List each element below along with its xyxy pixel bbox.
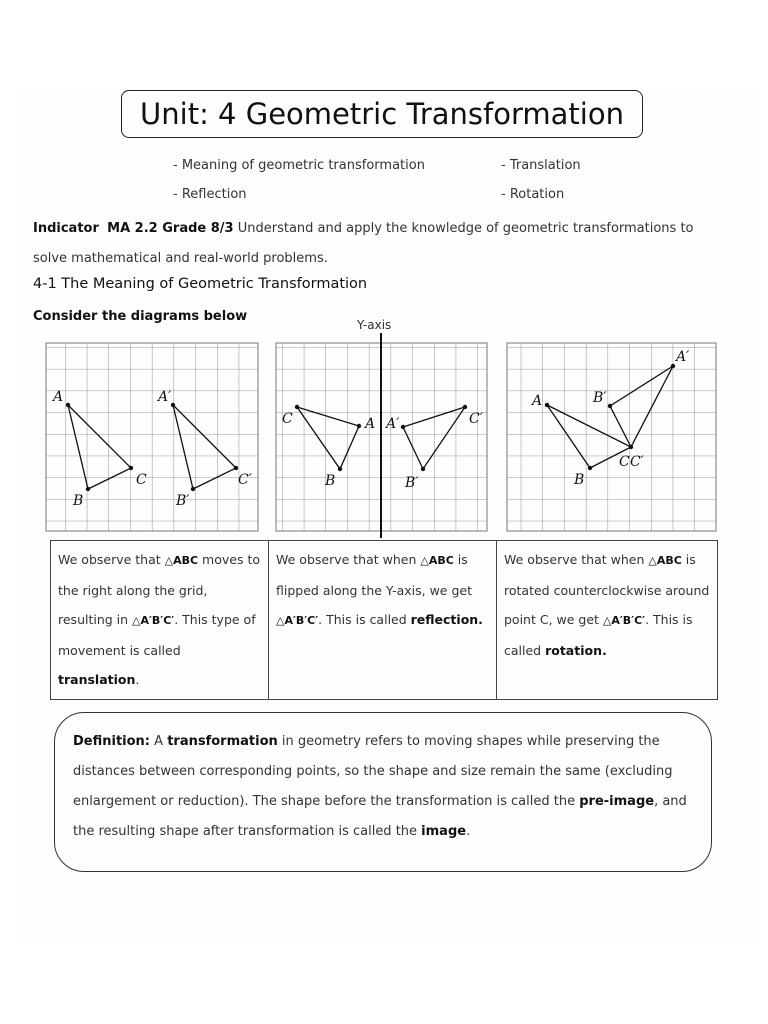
point-label: B xyxy=(73,493,84,509)
point-label: B xyxy=(325,473,336,489)
point-label: B′ xyxy=(405,475,419,491)
rotation-grid xyxy=(507,343,716,531)
point-label: A′ xyxy=(386,416,400,432)
triangle-notation: △A′B′C′ xyxy=(602,614,646,627)
topic-item: - Meaning of geometric transformation xyxy=(173,158,425,173)
point-label: B′ xyxy=(176,493,190,509)
term-translation: translation xyxy=(58,672,136,687)
triangle-notation: △ABC xyxy=(648,554,682,567)
point-label: C xyxy=(619,454,630,470)
triangle-notation: △A′B′C′ xyxy=(276,614,319,627)
point-label: B xyxy=(574,472,585,488)
point-label: B′ xyxy=(593,390,607,406)
point-label: C′ xyxy=(238,472,252,488)
point-label: C xyxy=(136,472,147,488)
transformation-diagrams xyxy=(0,330,768,540)
topic-item: - Translation xyxy=(501,158,581,173)
triangle-notation: △A′B′C′ xyxy=(132,614,175,627)
page-title: Unit: 4 Geometric Transformation xyxy=(121,90,643,138)
observation-table xyxy=(50,540,718,700)
indicator-label: Indicator xyxy=(33,221,99,236)
section-title: 4-1 The Meaning of Geometric Transformation xyxy=(33,276,368,292)
point-label: A xyxy=(365,416,376,432)
indicator-description: Understand and apply the knowledge of geometric transformations to solve mathematical and real-world problems. xyxy=(33,221,694,266)
triangle-notation: △ABC xyxy=(420,554,454,567)
consider-heading: Consider the diagrams below xyxy=(33,309,248,324)
translation-grid xyxy=(46,343,258,531)
term-transformation: transformation xyxy=(167,734,278,749)
term-reflection: reflection. xyxy=(410,612,483,627)
term-pre-image: pre-image xyxy=(579,794,655,809)
point-label: A′ xyxy=(676,349,690,365)
point-label: C′ xyxy=(469,411,483,427)
point-label: A′ xyxy=(158,389,172,405)
point-label: C xyxy=(282,411,293,427)
observation-translation: We observe that △ABC moves to the right along the grid, resulting in △A′B′C′. This type of movement is called translation. xyxy=(51,541,269,700)
observation-rotation: We observe that when △ABC is rotated counterclockwise around point C, we get △A′B′C′. This is called rotation. xyxy=(497,541,718,700)
definition-box: Definition: A transformation in geometry refers to moving shapes while preserving the distances between corresponding points, so the shape and size remain the same (excluding enlargement or reduction). The shape before the transformation is called the pre-image, and the resulting shape after transformation is called the image. xyxy=(54,712,712,872)
definition-label: Definition: xyxy=(73,734,151,749)
point-label: C′ xyxy=(630,454,644,470)
reflection-grid xyxy=(276,333,487,538)
term-image: image xyxy=(421,824,467,839)
point-label: A xyxy=(53,389,64,405)
observation-reflection: We observe that when △ABC is flipped along the Y-axis, we get △A′B′C′. This is called reflection. xyxy=(269,541,497,700)
term-rotation: rotation. xyxy=(545,642,607,658)
topic-item: - Rotation xyxy=(501,187,565,202)
indicator-code: MA 2.2 Grade 8/3 xyxy=(107,221,234,236)
indicator-text xyxy=(33,214,723,274)
triangle-notation: △ABC xyxy=(164,554,199,567)
point-label: A xyxy=(532,393,543,409)
y-axis-label: Y-axis xyxy=(357,318,392,332)
topic-item: - Reflection xyxy=(173,187,247,202)
